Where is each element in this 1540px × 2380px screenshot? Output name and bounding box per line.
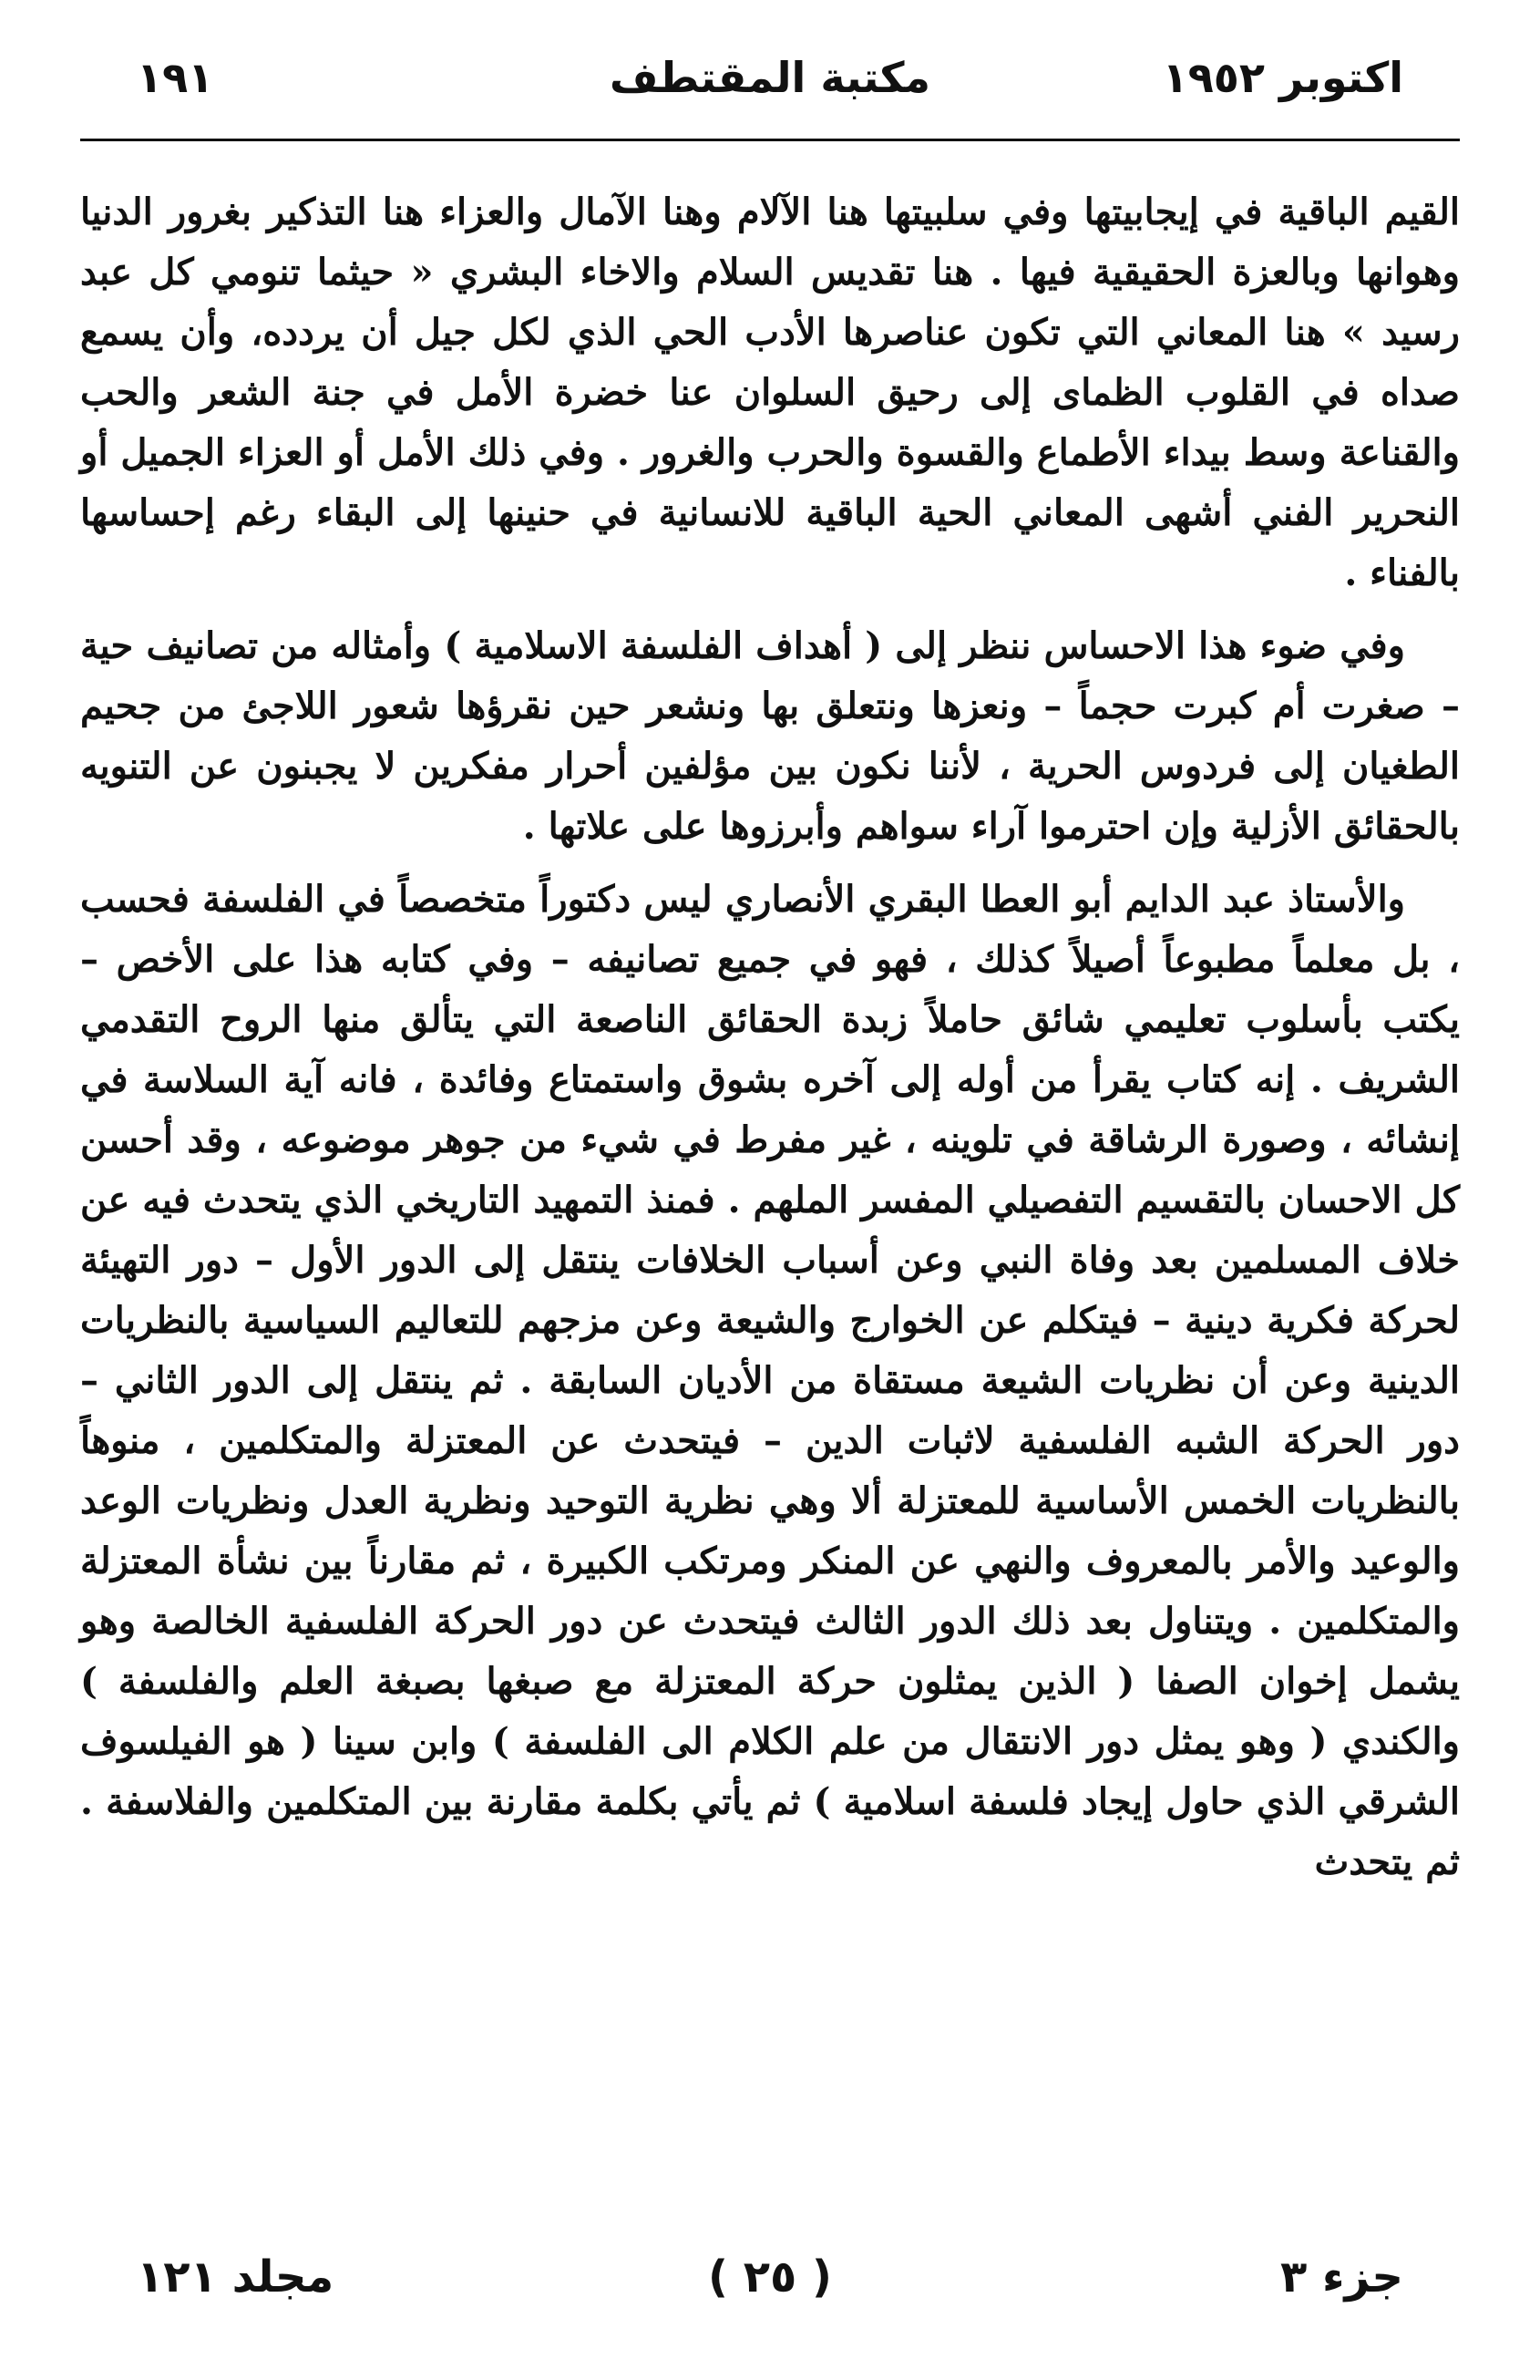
footer-part: جزء ٣ (1280, 2251, 1403, 2303)
paragraph-2: وفي ضوء هذا الاحساس ننظر إلى ( أهداف الفلسفة الاسلامية ) وأمثاله من تصانيف حية – صغرت أم كبرت حجماً – ونعزها ونتعلق بها ونشعر حين نقرؤها شعور اللاجئ من جحيم الطغيان إلى فردوس الحرية ، لأننا نكون بين مؤلفين أحرار مفكرين لا يجبنون عن التنويه بالحقائق الأزلية وإن احترموا آراء سواهم وأبرزوها على علاتها . (80, 624, 1460, 848)
paragraph-1: القيم الباقية في إيجابيتها وفي سلبيتها هنا الآلام وهنا الآمال والعزاء هنا التذكير بغرور الدنيا وهوانها وبالعزة الحقيقية فيها . هنا تقديس السلام والاخاء البشري « حيثما تنومي كل عبد رسيد » هنا المعاني التي تكون عناصرها الأدب الحي الذي لكل جيل أن يردده، وأن يسمع صداه في القلوب الظماى إلى رحيق السلوان عنا خضرة الأمل في جنة الشعر والحب والقناعة وسط بيداء الأطماع والقسوة والحرب والغرور . وفي ذلك الأمل أو العزاء الجميل أو النحرير الفني أشهى المعاني الحية الباقية للانسانية في حنينها إلى البقاء رغم إحساسها بالفناء . (80, 191, 1460, 594)
header-rule (80, 139, 1460, 141)
article-body (80, 182, 1460, 1905)
header-title: مكتبة المقتطف (609, 53, 931, 102)
page-footer (137, 2251, 1403, 2324)
header-page-number: ١٩١ (137, 53, 214, 102)
paragraph-3: والأستاذ عبد الدايم أبو العطا البقري الأنصاري ليس دكتوراً متخصصاً في الفلسفة فحسب ، بل معلماً مطبوعاً أصيلاً كذلك ، فهو في جميع تصانيفه – وفي كتابه هذا على الأخص – يكتب بأسلوب تعليمي شائق حاملاً زبدة الحقائق الناصعة التي يتألق منها الروح التقدمي الشريف . إنه كتاب يقرأ من أوله إلى آخره بشوق واستمتاع وفائدة ، فانه آية السلاسة في إنشائه ، وصورة الرشاقة في تلوينه ، غير مفرط في شيء من جوهر موضوعه ، وقد أحسن كل الاحسان بالتقسيم التفصيلي المفسر الملهم . فمنذ التمهيد التاريخي الذي يتحدث فيه عن خلاف المسلمين بعد وفاة النبي وعن أسباب الخلافات ينتقل إلى الدور الأول – دور التهيئة لحركة فكرية دينية – فيتكلم عن الخوارج والشيعة وعن مزجهم للتعاليم السياسية بالنظريات الدينية وعن أن نظريات الشيعة مستقاة من الأديان السابقة . ثم ينتقل إلى الدور الثاني – دور الحركة الشبه الفلسفية لاثبات الدين – فيتحدث عن المعتزلة والمتكلمين ، منوهاً بالنظريات الخمس الأساسية للمعتزلة ألا وهي نظرية التوحيد ونظرية العدل ونظريات الوعد والوعيد والأمر بالمعروف والنهي عن المنكر ومرتكب الكبيرة ، ثم مقارناً بين نشأة المعتزلة والمتكلمين . ويتناول بعد ذلك الدور الثالث فيتحدث عن دور الحركة الفلسفية الخالصة وهو يشمل إخوان الصفا ( الذين يمثلون حركة المعتزلة مع صبغها بصبغة العلم والفلسفة ) والكندي ( وهو يمثل دور الانتقال من علم الكلام الى الفلسفة ) وابن سينا ( هو الفيلسوف الشرقي الذي حاول إيجاد فلسفة اسلامية ) ثم يأتي بكلمة مقارنة بين المتكلمين والفلاسفة . ثم يتحدث (80, 878, 1460, 1883)
footer-volume: مجلد ١٢١ (137, 2251, 334, 2303)
running-header (137, 53, 1403, 126)
footer-page-number: ( ٢٥ ) (708, 2251, 832, 2303)
header-date: اكتوبر ١٩٥٢ (1162, 53, 1403, 102)
